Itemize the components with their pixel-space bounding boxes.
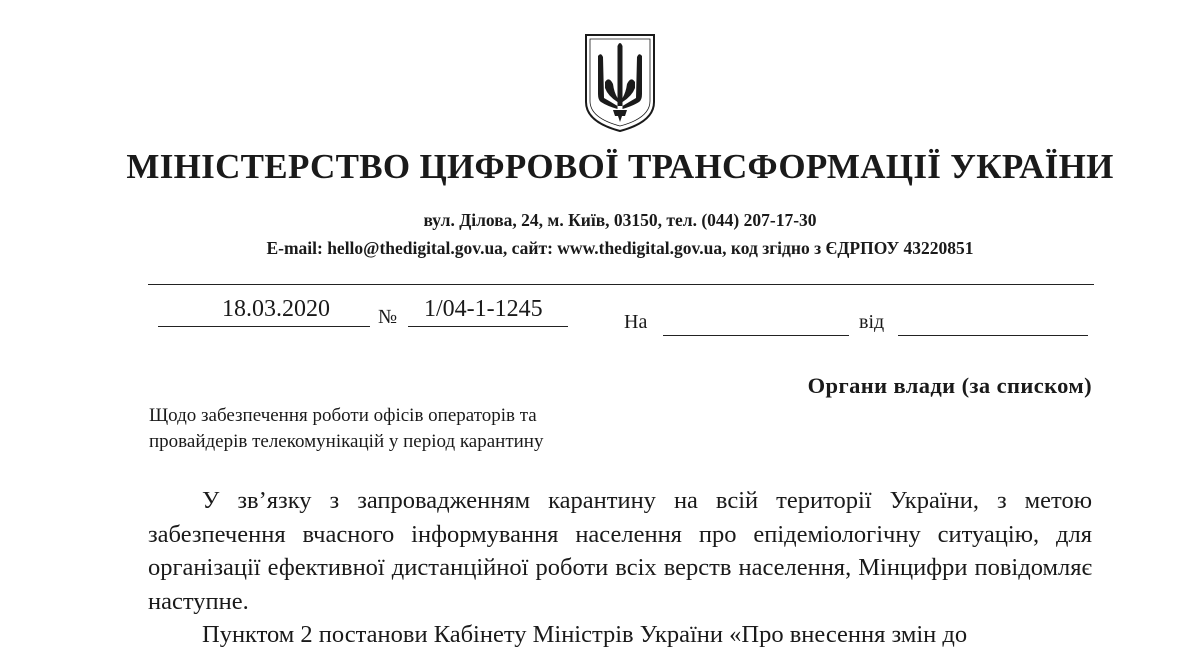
number-underline — [408, 326, 568, 327]
ministry-contacts: E-mail: hello@thedigital.gov.ua, сайт: www.thedigital.gov.ua, код згідно з ЄДРПОУ 43220851 — [266, 238, 974, 258]
from-underline — [898, 335, 1088, 336]
subject-line: провайдерів телекомунікацій у період карантину — [149, 431, 544, 452]
ministry-address: вул. Ділова, 24, м. Київ, 03150, тел. (044) 207-17-30 — [423, 210, 817, 230]
ministry-name: МІНІСТЕРСТВО ЦИФРОВОЇ ТРАНСФОРМАЦІЇ УКРАЇНИ — [126, 147, 1114, 186]
from-label: від — [859, 311, 885, 333]
to-label: На — [624, 311, 648, 333]
subject-line: Щодо забезпечення роботи офісів операторів та — [149, 405, 537, 426]
header-divider — [148, 284, 1094, 285]
letter-body — [148, 484, 1092, 652]
letter-number: 1/04-1-1245 — [424, 296, 543, 322]
recipient: Органи влади (за списком) — [807, 373, 1092, 398]
letter-subject — [149, 403, 543, 455]
to-underline — [663, 335, 849, 336]
body-paragraph: Пунктом 2 постанови Кабінету Міністрів України «Про внесення змін до — [202, 621, 968, 648]
tryzub-coat-of-arms-icon — [583, 32, 657, 134]
letter-date: 18.03.2020 — [222, 296, 330, 322]
number-sign: № — [378, 306, 398, 328]
body-paragraph: У зв’язку з запровадженням карантину на всій території України, з метою забезпечення вчасного інформування населення про епідеміологічну ситуацію, для організації ефективної дистанційної роботи всіх верств населення, Мінцифри повідомляє наступне. — [148, 487, 1092, 615]
date-underline — [158, 326, 370, 327]
